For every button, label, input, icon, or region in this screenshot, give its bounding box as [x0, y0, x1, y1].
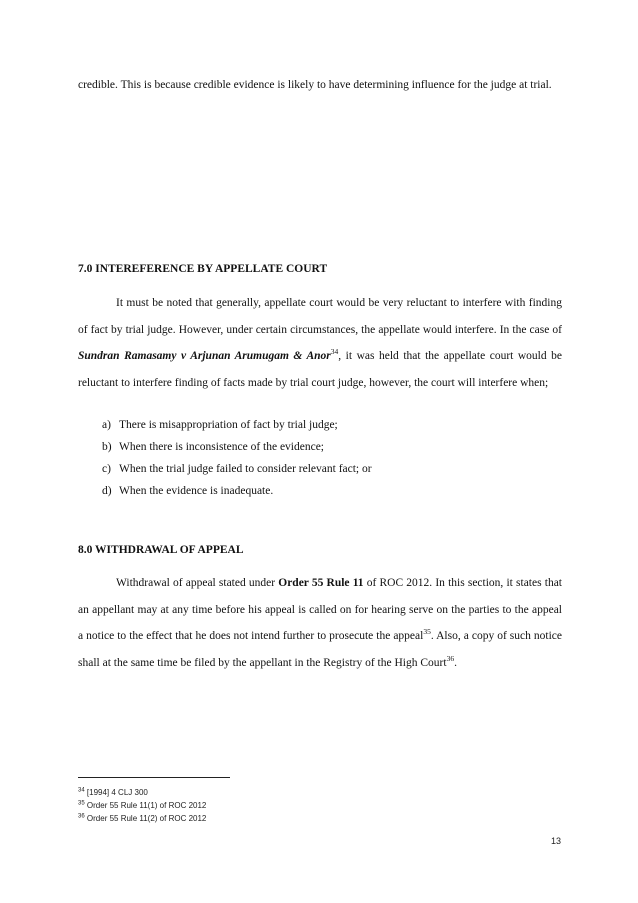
- footnote: [78, 786, 206, 799]
- footnote-ref-36: 36: [446, 653, 455, 663]
- rule-reference: Order 55 Rule 11: [278, 577, 364, 589]
- section-8-text-3: . Also, a copy of such notice shall at the same time be filed by the appellant in the Registry of the High Court: [78, 630, 562, 669]
- footnote-text: [1994] 4 CLJ 300: [84, 788, 148, 797]
- section-8-text-1: Withdrawal of appeal stated under: [116, 577, 279, 589]
- section-7-text-after: , it was held that the appellate court would be reluctant to interfere finding of facts made by trial court judge, however, the court will interfere when;: [78, 350, 562, 389]
- section-8-text-2: of ROC 2012. In this section, it states that an appellant may at any time before his appeal is called on for hearing serve on the parties to the appeal a notice to the effect that he does not intend further to prosecute the appeal: [78, 577, 562, 642]
- list-item: [102, 414, 372, 436]
- list-item: [102, 436, 372, 458]
- list-marker: c): [102, 463, 111, 475]
- footnote: [78, 812, 206, 825]
- list-marker: d): [102, 485, 112, 497]
- footnote: [78, 799, 206, 812]
- interference-conditions-list: [102, 414, 372, 502]
- section-8-paragraph: [78, 570, 562, 676]
- section-7-text-before: It must be noted that generally, appellate court would be very reluctant to interfere with finding of fact by trial judge. However, under certain circumstances, the appellate would interfere. In the case of: [78, 297, 562, 336]
- list-item: [102, 458, 372, 480]
- page-number: 13: [551, 836, 562, 846]
- section-8-heading: 8.0 WITHDRAWAL OF APPEAL: [78, 544, 244, 556]
- intro-paragraph: credible. This is because credible evidence is likely to have determining influence for the judge at trial.: [78, 79, 552, 91]
- list-item-text: There is misappropriation of fact by trial judge;: [119, 419, 338, 431]
- footnote-text: Order 55 Rule 11(2) of ROC 2012: [84, 814, 207, 823]
- list-item-text: When the trial judge failed to consider relevant fact; or: [119, 463, 372, 475]
- list-item-text: When the evidence is inadequate.: [119, 485, 274, 497]
- list-marker: a): [102, 419, 111, 431]
- footnote-number: 34: [78, 787, 85, 794]
- footnotes: [78, 786, 206, 825]
- list-item: [102, 480, 372, 502]
- footnote-number: 36: [78, 813, 85, 820]
- footnote-ref-35: 35: [423, 627, 431, 637]
- section-7-paragraph: [78, 290, 562, 396]
- list-item-text: When there is inconsistence of the evidence;: [119, 441, 325, 453]
- footnote-ref-34: 34: [330, 347, 339, 357]
- case-name: Sundran Ramasamy v Arjunan Arumugam & Anor: [78, 350, 331, 362]
- footnote-number: 35: [78, 800, 85, 807]
- section-7-heading: 7.0 INTEREFERENCE BY APPELLATE COURT: [78, 263, 328, 275]
- footnote-text: Order 55 Rule 11(1) of ROC 2012: [84, 801, 207, 810]
- list-marker: b): [102, 441, 112, 453]
- footnote-divider: [78, 777, 230, 778]
- section-8-text-4: .: [454, 656, 457, 669]
